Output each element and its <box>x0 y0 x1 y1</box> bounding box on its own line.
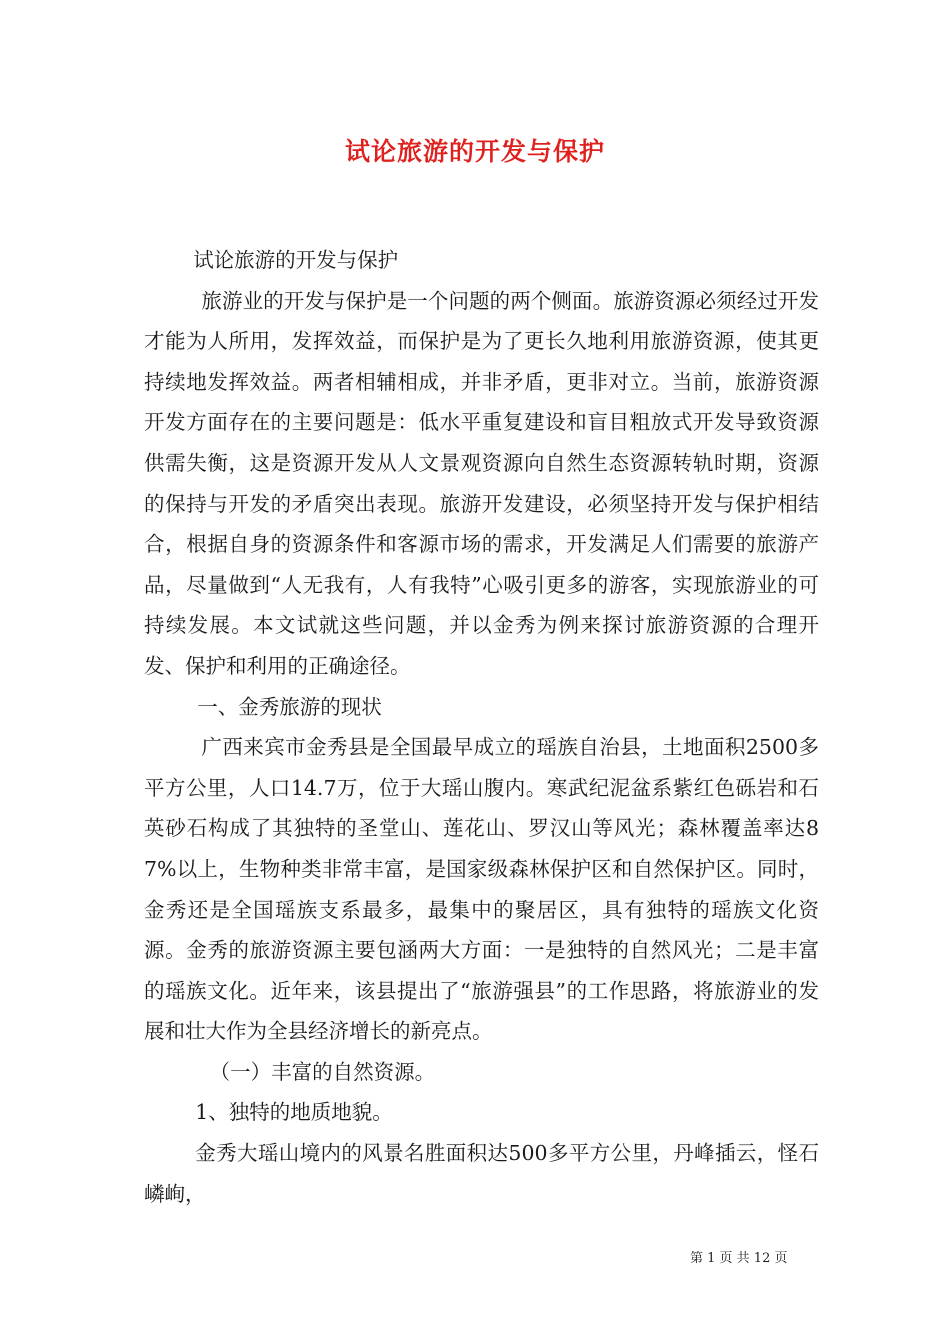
paragraph-status: 广西来宾市金秀县是全国最早成立的瑶族自治县，土地面积2500多平方公里，人口14.7万，位于大瑶山腹内。寒武纪泥盆系紫红色砾岩和石英砂石构成了其独特的圣堂山、莲花山、罗汉山等风光；森林覆盖率达87%以上，生物种类非常丰富，是国家级森林保护区和自然保护区。同时，金秀还是全国瑶族支系最多，最集中的聚居区，具有独特的瑶族文化资源。金秀的旅游资源主要包涵两大方面：一是独特的自然风光；二是丰富的瑶族文化。近年来，该县提出了“旅游强县”的工作思路，将旅游业的发展和壮大作为全县经济增长的新亮点。 <box>144 735 819 1044</box>
paragraph-geology: 金秀大瑶山境内的风景名胜面积达500多平方公里，丹峰插云，怪石嶙峋， <box>144 1141 819 1206</box>
subsection-heading-1-1: 1、独特的地质地貌。 <box>195 1100 393 1125</box>
paragraph-intro: 旅游业的开发与保护是一个问题的两个侧面。旅游资源必须经过开发才能为人所用，发挥效益，而保护是为了更长久地利用旅游资源，使其更持续地发挥效益。两者相辅相成，并非矛盾，更非对立。当前，旅游资源开发方面存在的主要问题是：低水平重复建设和盲目粗放式开发导致资源供需失衡，这是资源开发从人文景观资源向自然生态资源转轨时期，资源的保持与开发的矛盾突出表现。旅游开发建设，必须坚持开发与保护相结合，根据自身的资源条件和客源市场的需求，开发满足人们需要的旅游产品，尽量做到“人无我有，人有我特”心吸引更多的游客，实现旅游业的可持续发展。本文试就这些问题，并以金秀为例来探讨旅游资源的合理开发、保护和利用的正确途径。 <box>144 288 819 678</box>
page-number-footer: 第 1 页 共 12 页 <box>690 1251 788 1266</box>
subsection-heading-1: （一）丰富的自然资源。 <box>209 1059 436 1084</box>
paragraph-subtitle: 试论旅游的开发与保护 <box>193 248 399 272</box>
document-title: 试论旅游的开发与保护 <box>344 137 605 166</box>
section-heading-1: 一、金秀旅游的现状 <box>197 694 382 719</box>
document-body <box>144 240 819 1214</box>
